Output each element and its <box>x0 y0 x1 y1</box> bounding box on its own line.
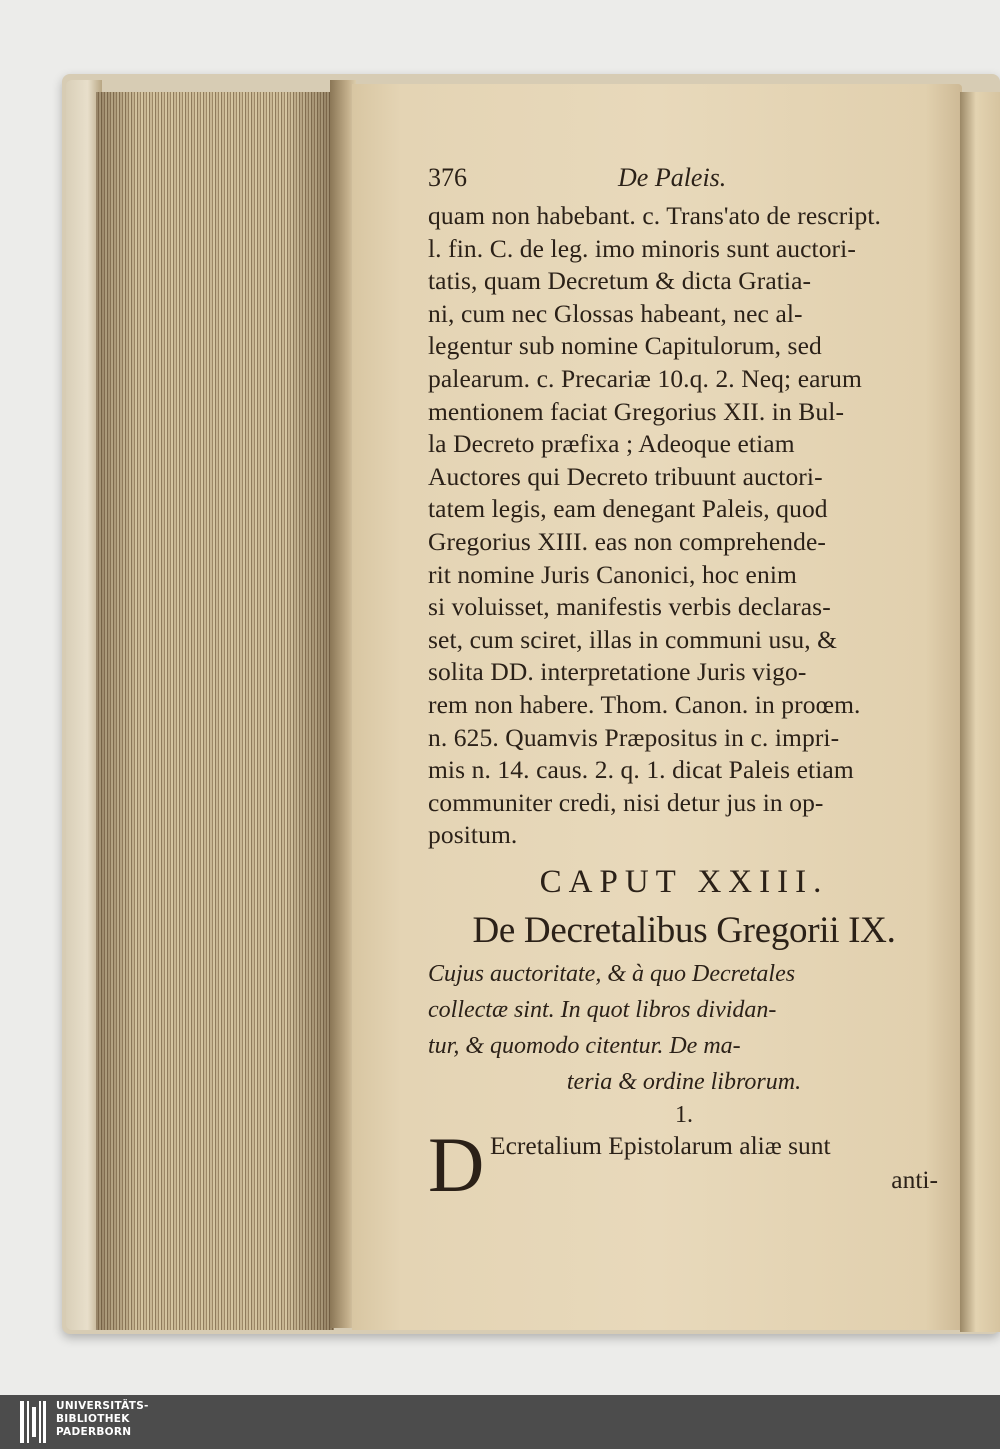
text-line: n. 625. Quamvis Præpositus in c. impri- <box>428 722 840 752</box>
text-line: la Decreto præfixa ; Adeoque etiam <box>428 429 795 459</box>
text-line: rit nomine Juris Canonici, hoc enim <box>428 559 797 589</box>
text-line: tatis, quam Decretum & dicta Gratia- <box>428 266 812 296</box>
footer-bar <box>0 1395 1000 1449</box>
text-line: Gregorius XIII. eas non comprehende- <box>428 526 826 556</box>
text-line: solita DD. interpretatione Juris vigo- <box>428 657 807 687</box>
library-name-line: PADERBORN <box>56 1426 132 1438</box>
chapter-title: De Decretalibus Gregorii IX. <box>472 909 896 951</box>
text-line: ni, cum nec Glossas habeant, nec al- <box>428 298 803 328</box>
summary-line: Cujus auctoritate, & à quo Decretales <box>428 960 796 987</box>
text-line: mis n. 14. caus. 2. q. 1. dicat Paleis etiam <box>428 755 854 785</box>
library-name-line: UNIVERSITÄTS- <box>56 1400 149 1412</box>
text-line: palearum. c. Precariæ 10.q. 2. Neq; earum <box>428 363 862 393</box>
body-text <box>428 200 940 852</box>
text-line: legentur sub nomine Capitulorum, sed <box>428 331 822 361</box>
page-header <box>428 156 940 200</box>
page-number: 376 <box>428 163 467 192</box>
text-line: l. fin. C. de leg. imo minoris sunt auctori- <box>428 233 856 263</box>
text-line: si voluisset, manifestis verbis declaras- <box>428 592 831 622</box>
text-line: Auctores qui Decreto tribuunt auctori- <box>428 461 823 491</box>
page-edges-block <box>96 92 334 1330</box>
section-opening <box>428 1120 940 1208</box>
text-line: quam non habebant. c. Trans'ato de rescript. <box>428 201 882 230</box>
catchword: anti- <box>891 1164 938 1194</box>
summary-line: teria & ordine librorum. <box>566 1068 802 1095</box>
library-name <box>56 1400 149 1439</box>
page-text <box>428 156 940 1208</box>
text-line: set, cum sciret, illas in communi usu, & <box>428 624 838 654</box>
text-line: rem non habere. Thom. Canon. in proœm. <box>428 689 861 719</box>
drop-cap: D <box>428 1120 485 1208</box>
text-line: communiter credi, nisi detur jus in op- <box>428 787 824 817</box>
text-line: tatem legis, eam denegant Paleis, quod <box>428 494 828 524</box>
chapter-summary <box>428 956 940 1100</box>
facing-page-edge <box>960 92 1000 1332</box>
library-logo-icon <box>20 1399 46 1445</box>
section-number: 1. <box>675 1101 693 1128</box>
section-first-line: Ecretalium Epistolarum aliæ sunt <box>490 1130 831 1160</box>
library-name-line: BIBLIOTHEK <box>56 1413 130 1425</box>
text-line: positum. <box>428 820 518 850</box>
summary-line: tur, & quomodo citentur. De ma- <box>428 1032 741 1059</box>
summary-line: collectæ sint. In quot libros dividan- <box>428 996 777 1023</box>
chapter-heading: CAPUT XXIII. <box>539 863 829 900</box>
running-head: De Paleis. <box>618 163 727 192</box>
text-line: mentionem faciat Gregorius XII. in Bul- <box>428 396 845 426</box>
